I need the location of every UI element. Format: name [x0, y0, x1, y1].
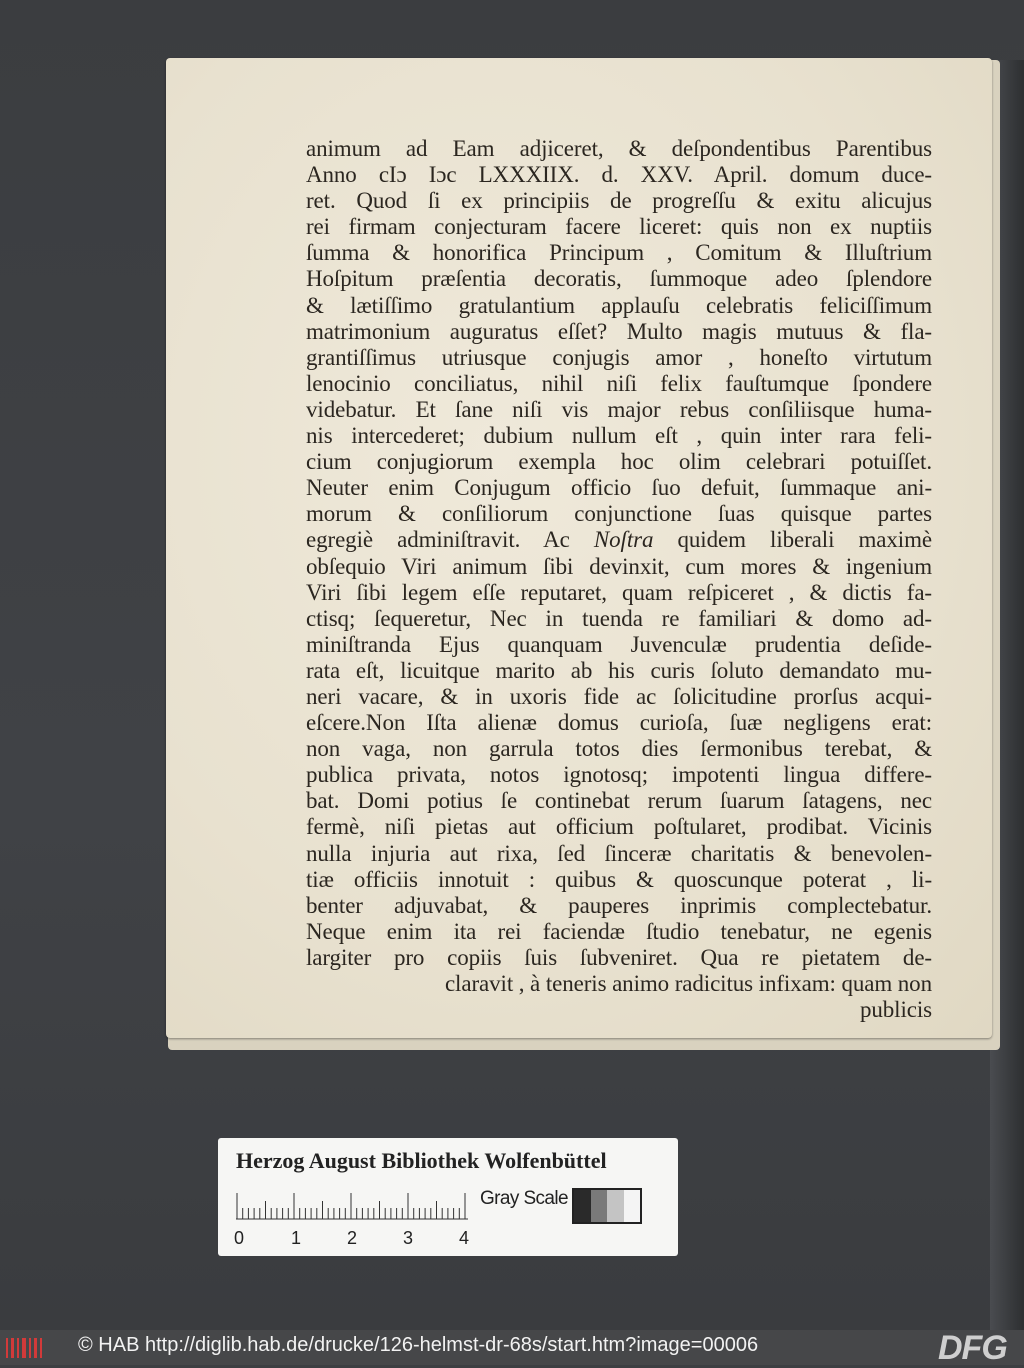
dfg-logo: DFG — [938, 1329, 1007, 1367]
text-line: publica privata, notos ignotosq; impotenti lingua differe- — [306, 762, 932, 788]
text-line: largiter pro copiis ſuis ſubveniret. Qua re pietatem de- — [306, 944, 932, 970]
ruler-ticks — [237, 1193, 465, 1219]
text-segment: egregiè adminiſtravit. Ac — [306, 527, 594, 553]
text-line: fermè, niſi pietas aut officium poſtularet, prodibat. Vicinis — [306, 814, 932, 840]
text-line: neri vacare, & in uxoris fide ac ſolicitudine prorſus acqui- — [306, 683, 932, 709]
text-line: & lætiſſimo gratulantium applauſu celebratis feliciſſimum — [306, 292, 932, 318]
text-line: cium conjugiorum exempla hoc olim celebrari potuiſſet. — [306, 449, 932, 475]
text-line: videbatur. Et ſane niſi vis major rebus conſiliisque huma- — [306, 396, 932, 422]
ruler-number: 1 — [291, 1228, 302, 1248]
page-text — [306, 136, 932, 1023]
text-line: matrimonium auguratus eſſet? Multo magis mutuus & fla- — [306, 318, 932, 344]
text-line: morum & conſiliorum conjunctione ſuas quisque partes — [306, 501, 932, 527]
text-line: non vaga, non garrula totos dies ſermonibus terebat, & — [306, 736, 932, 762]
text-line: grantiſſimus utriusque conjugis amor , honeſto virtutum — [306, 344, 932, 370]
barcode-logo-icon — [4, 1335, 48, 1361]
text-line: tiæ officiis innotuit : quibus & quoscunque poterat , li- — [306, 866, 932, 892]
gray-swatch — [624, 1190, 641, 1222]
text-line: nis intercederet; dubium nullum eſt , quin inter rara feli- — [306, 423, 932, 449]
text-line: benter adjuvabat, & pauperes inprimis complectebatur. — [306, 892, 932, 918]
text-line: Viri ſibi legem eſſe reputaret, quam reſpiceret , & dictis fa- — [306, 579, 932, 605]
text-line: Anno cIɔ Iɔc LXXXIIX. d. XXV. April. domum duce- — [306, 162, 932, 188]
gray-scale-swatches — [572, 1188, 642, 1224]
text-line: bat. Domi potius ſe continebat rerum ſuarum ſatagens, nec — [306, 788, 932, 814]
copyright-link[interactable]: © HAB http://diglib.hab.de/drucke/126-helmst-dr-68s/start.htm?image=00006 — [78, 1334, 759, 1356]
text-line: miniſtranda Ejus quanquam Juvenculæ prudentia deſide- — [306, 631, 932, 657]
text-line: rei firmam conjecturam facere liceret: quis non ex nuptiis — [306, 214, 932, 240]
ruler-number: 3 — [403, 1228, 414, 1248]
text-line: eſcere.Non Iſta alienæ domus curioſa, ſuæ negligens erat: — [306, 710, 932, 736]
text-line: rata eſt, licuitque marito ab his curis ſoluto demandato mu- — [306, 657, 932, 683]
text-line: ctisq; ſequeretur, Nec in tuenda re familiari & domo ad- — [306, 605, 932, 631]
ruler-numbers — [230, 1228, 480, 1252]
text-line: Neque enim ita rei faciendæ ſtudio tenebatur, ne egenis — [306, 918, 932, 944]
ruler-number: 2 — [347, 1228, 358, 1248]
text-line: lenocinio conciliatus, nihil niſi felix fauſtumque ſpondere — [306, 370, 932, 396]
text-line: ret. Quod ſi ex principiis de progreſſu & exitu alicujus — [306, 188, 932, 214]
text-line: obſequio Viri animum ſibi devinxit, cum mores & ingenium — [306, 553, 932, 579]
text-line: Hoſpitum præſentia decoratis, ſummoque adeo ſplendore — [306, 266, 932, 292]
gray-swatch — [591, 1190, 608, 1222]
gray-swatch — [574, 1190, 591, 1222]
gray-swatch — [607, 1190, 624, 1222]
gray-scale-label: Gray Scale — [480, 1188, 568, 1209]
text-line: nulla injuria aut rixa, ſed ſinceræ charitatis & benevolen- — [306, 840, 932, 866]
text-line: ſumma & honorifica Principum , Comitum & Illuſtrium — [306, 240, 932, 266]
text-segment: quidem liberali maximè — [653, 527, 932, 553]
text-line: animum ad Eam adjiceret, & deſpondentibus Parentibus — [306, 136, 932, 161]
ruler-scale — [236, 1192, 468, 1220]
ruler-number: 0 — [234, 1228, 245, 1248]
ruler-number: 4 — [459, 1228, 470, 1248]
text-line: Neuter enim Conjugum officio ſuo defuit, ſummaque ani- — [306, 475, 932, 501]
text-line: claravit , à teneris animo radicitus infixam: quam non — [444, 971, 932, 996]
italic-name: Noſtra — [593, 527, 654, 553]
library-name: Herzog August Bibliothek Wolfenbüttel — [236, 1148, 607, 1173]
catchword: publicis — [859, 997, 932, 1023]
text-line-mixed — [306, 527, 932, 553]
